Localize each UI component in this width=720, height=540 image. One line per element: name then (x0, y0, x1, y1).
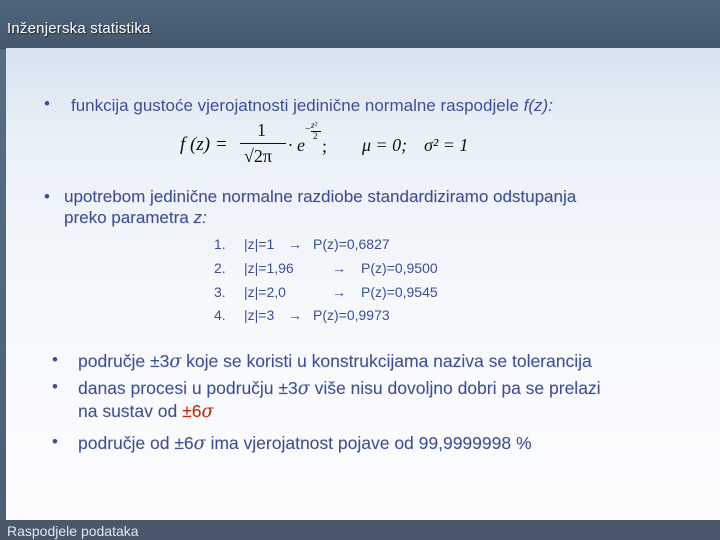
standardization-bullet (64, 186, 704, 228)
formula-sigma-sq: σ² = 1 (424, 135, 469, 155)
bullet-marker: • (44, 187, 50, 206)
six-sigma-bullet (78, 377, 698, 423)
bullet-marker: • (52, 350, 58, 369)
list-number: 2. (214, 260, 226, 276)
arrow-icon: → (332, 284, 346, 300)
list-probability: P(z)=0,6827 (313, 236, 390, 252)
density-function-bullet (71, 96, 553, 116)
list-probability: P(z)=0,9500 (361, 260, 438, 276)
list-number: 1. (214, 236, 226, 252)
formula-denominator: √2π (244, 146, 272, 166)
bullet-text: na sustav od (78, 401, 183, 421)
formula-semicolon: ; (322, 136, 328, 156)
arrow-icon: → (332, 260, 346, 276)
bullet-line (78, 400, 698, 423)
bullet-marker: • (52, 432, 58, 451)
bullet-line: upotrebom jedinične normalne razdiobe standardiziramo odstupanja (64, 187, 577, 206)
bullet-line (64, 207, 704, 228)
footer-text: Raspodjele podataka (7, 523, 139, 539)
slide-header-title: Inženjerska statistika (7, 20, 151, 37)
sigma-symbol: σ (193, 434, 206, 454)
formula-exp-bottom: 2 (313, 131, 318, 141)
list-z-value: |z|=3 (244, 307, 275, 323)
list-z-value: |z|=1,96 (244, 260, 294, 276)
bullet-text: preko parametra (64, 208, 194, 227)
list-z-value: |z|=1 (244, 236, 275, 252)
tolerance-bullet (78, 350, 698, 373)
bullet-text: područje ±3 (78, 351, 170, 371)
normal-density-formula (176, 118, 496, 174)
bullet-marker: • (52, 377, 58, 396)
formula-exp-sign: − (305, 124, 311, 135)
list-number: 4. (214, 307, 226, 323)
formula-mu: μ = 0; (362, 135, 408, 155)
sigma-symbol: σ (201, 402, 214, 422)
bullet-text: više nisu dovoljno dobri pa se prelazi (309, 378, 601, 398)
bullet-text: ima vjerojatnost pojave od 99,9999998 % (205, 433, 532, 453)
bullet-text: koje se koristi u konstrukcijama naziva se tolerancija (181, 351, 592, 371)
bullet-text: danas procesi u području ±3 (78, 378, 298, 398)
arrow-icon: → (288, 236, 302, 252)
list-number: 3. (214, 284, 226, 300)
formula-exp-base: · e (288, 135, 305, 155)
formula-lhs: f (z) = (180, 134, 228, 155)
bullet-italic-text: z: (193, 208, 207, 227)
fraction-bar (240, 143, 286, 144)
list-probability: P(z)=0,9545 (361, 284, 438, 300)
bullet-marker: • (44, 94, 50, 113)
highlight-text: ±6 (182, 401, 202, 421)
bullet-italic-text: f(z): (523, 96, 553, 115)
bullet-text: funkcija gustoće vjerojatnosti jedinične normalne raspodjele (71, 96, 524, 115)
formula-numerator: 1 (257, 120, 266, 140)
probability-bullet (78, 432, 698, 455)
list-z-value: |z|=2,0 (244, 284, 286, 300)
bullet-text: područje od ±6 (78, 433, 194, 453)
formula-exp-top: z² (311, 120, 318, 130)
arrow-icon: → (288, 307, 302, 323)
sigma-symbol: σ (169, 352, 182, 372)
bullet-line (78, 377, 698, 400)
list-probability: P(z)=0,9973 (313, 307, 390, 323)
sigma-symbol: σ (297, 379, 310, 399)
